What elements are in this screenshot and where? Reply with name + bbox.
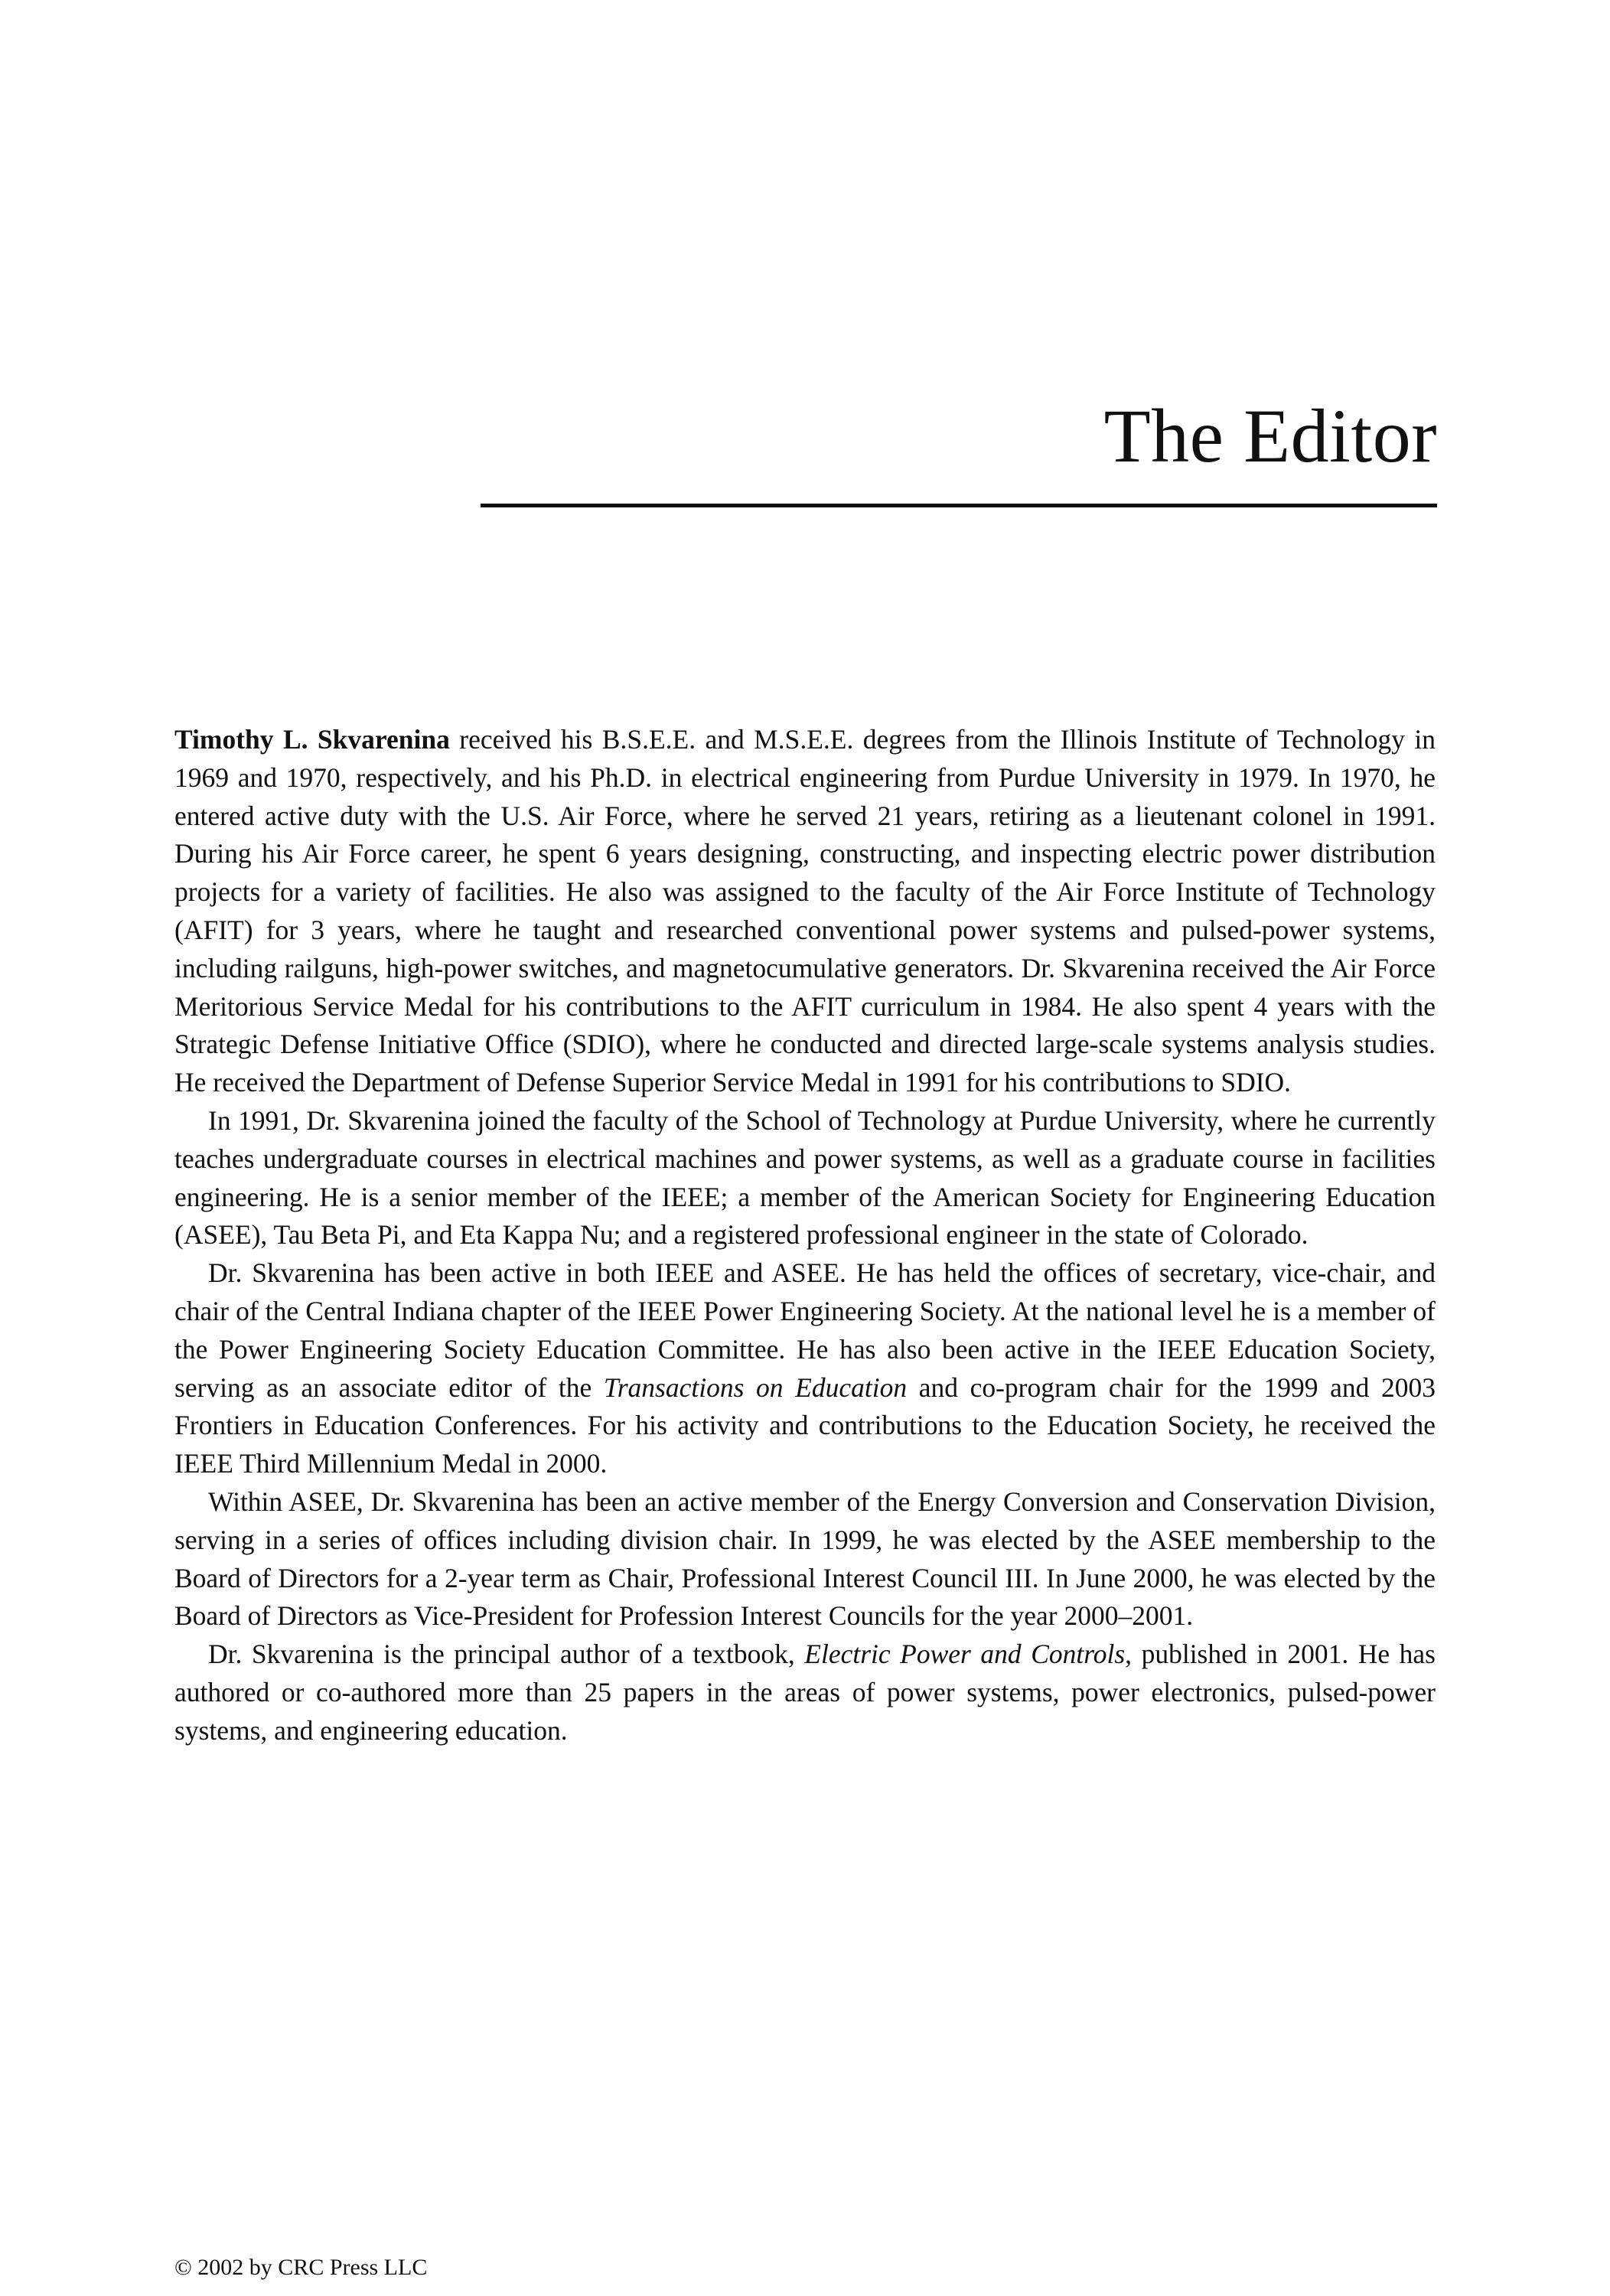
copyright-footer: © 2002 by CRC Press LLC — [174, 2255, 428, 2280]
editor-biography — [174, 721, 1436, 1750]
bio-paragraph-5-text-b: , published in 2001. He has authored or co-authored more than 25 papers in the areas of power systems, power electronics, pulsed-power systems, and engineering education. — [174, 1639, 1436, 1746]
title-rule — [481, 504, 1437, 507]
bio-paragraph-1-text: received his B.S.E.E. and M.S.E.E. degrees from the Illinois Institute of Technology in 1969 and 1970, respectively, and his Ph.D. in electrical engineering from Purdue University in 1979. In 1970, he entered active duty with the U.S. Air Force, where he served 21 years, retiring as a lieutenant colonel in 1991. During his Air Force career, he spent 6 years designing, constructing, and inspecting electric power distribution projects for a variety of facilities. He also was assigned to the faculty of the Air Force Institute of Technology (AFIT) for 3 years, where he taught and researched conventional power systems and pulsed-power systems, including railguns, high-power switches, and magnetocumulative generators. Dr. Skvarenina received the Air Force Meritorious Service Medal for his contributions to the AFIT curriculum in 1984. He also spent 4 years with the Strategic Defense Initiative Office (SDIO), where he conducted and directed large-scale systems analysis studies. He received the Department of Defense Superior Service Medal in 1991 for his contributions to SDIO. — [174, 724, 1436, 1098]
bio-paragraph-4: Within ASEE, Dr. Skvarenina has been an active member of the Energy Conversion and Conservation Division, serving in a series of offices including division chair. In 1999, he was elected by the ASEE membership to the Board of Directors for a 2-year term as Chair, Professional Interest Council III. In June 2000, he was elected by the Board of Directors as Vice-President for Profession Interest Councils for the year 2000–2001. — [174, 1486, 1436, 1632]
bio-paragraph-5 — [174, 1636, 1436, 1750]
textbook-title: Electric Power and Controls — [804, 1639, 1126, 1670]
bio-paragraph-3 — [174, 1254, 1436, 1483]
editor-name: Timothy L. Skvarenina — [174, 724, 450, 755]
journal-title: Transactions on Education — [603, 1371, 908, 1403]
bio-paragraph-5-text-a: Dr. Skvarenina is the principal author of a textbook, — [208, 1639, 805, 1670]
bio-paragraph-3-text-b: and co-program chair for the 1999 and 2003 Frontiers in Education Conferences. For his activity and contributions to the Education Society, he received the IEEE Third Millennium Medal in 2000. — [174, 1371, 1436, 1479]
page-title: The Editor — [1103, 393, 1437, 478]
bio-paragraph-3-text-a: Dr. Skvarenina has been active in both IEEE and ASEE. He has held the offices of secretary, vice-chair, and chair of the Central Indiana chapter of the IEEE Power Engineering Society. At the national level he is a member of the Power Engineering Society Education Committee. He has also been active in the IEEE Education Society, serving as an associate editor of the — [174, 1257, 1436, 1403]
bio-paragraph-2: In 1991, Dr. Skvarenina joined the faculty of the School of Technology at Purdue University, where he currently teaches undergraduate courses in electrical machines and power systems, as well as a graduate course in facilities engineering. He is a senior member of the IEEE; a member of the American Society for Engineering Education (ASEE), Tau Beta Pi, and Eta Kappa Nu; and a registered professional engineer in the state of Colorado. — [174, 1104, 1436, 1251]
bio-paragraph-1 — [174, 721, 1436, 1102]
